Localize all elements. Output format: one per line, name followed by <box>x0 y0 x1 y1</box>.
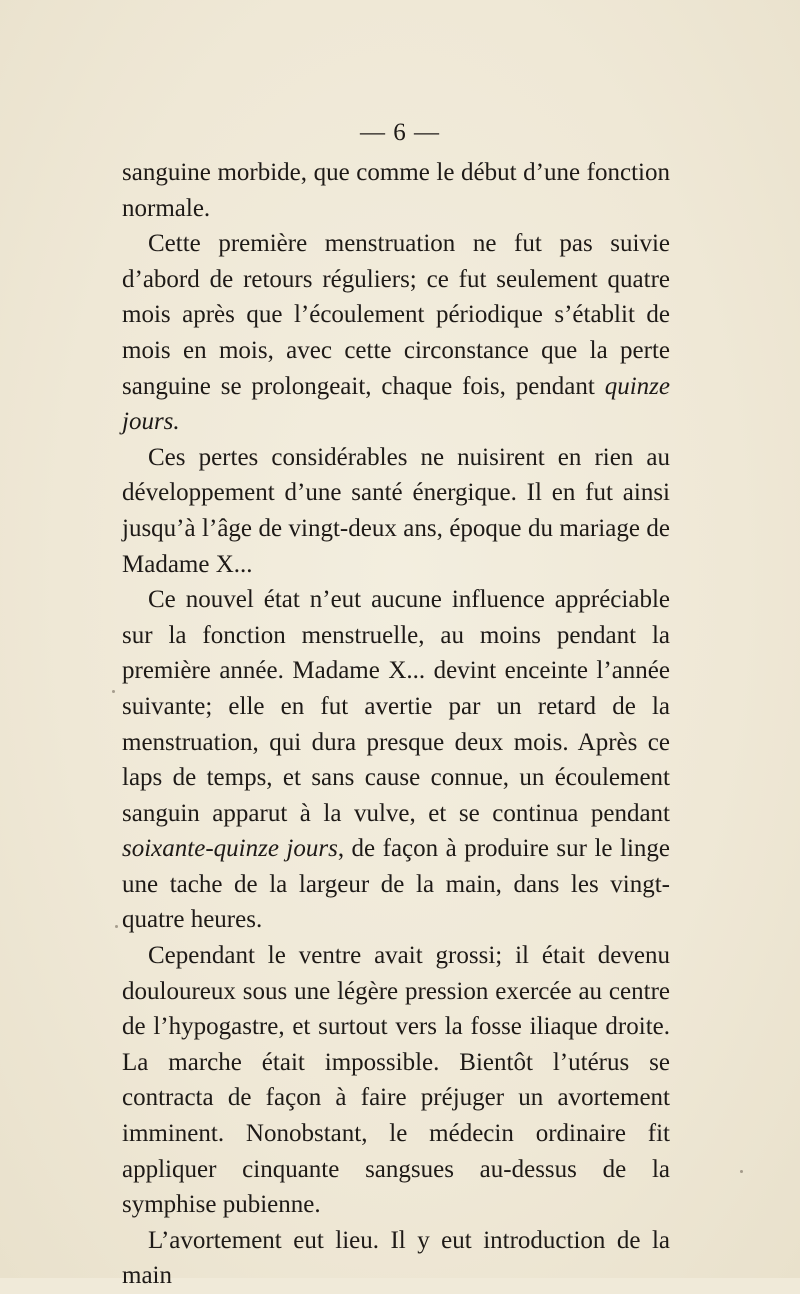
paragraph-2-text: Cette première menstruation ne fut pas suivie d’abord de retours réguliers; ce fut seulement quatre mois après que l’écoulement périodique s’établit de mois en mois, avec cette circonstance que la perte sanguine se prolongeait, chaque fois, pendant <box>122 230 670 400</box>
paragraph-2-italic-phrase: quinze jours. <box>122 372 670 436</box>
paragraph-4-italic-phrase: soixante-quinze jours <box>122 835 338 863</box>
paragraph-4-text-end: , de façon à produire sur le linge une tache de la largeur de la main, dans les vingt-quatre heures. <box>122 835 670 934</box>
paragraph-3 <box>122 440 670 582</box>
paragraph-1-text: sanguine morbide, que comme le début d’une fonction normale. <box>122 159 670 222</box>
paragraph-1 <box>122 155 670 226</box>
paragraph-4-text-start: Ce nouvel état n’eut aucune influence appréciable sur la fonction menstruelle, au moins pendant la première année. Madame X... devint enceinte l’année suivante; elle en fut avertie par un retard de la menstruation, qui dura presque deux mois. Après ce laps de temps, et sans cause connue, un écoulement sanguin apparut à la vulve, et se continua pendant <box>122 586 670 827</box>
paragraph-3-text: Ces pertes considérables ne nuisirent en rien au développement d’une santé énergique. Il en fut ainsi jusqu’à l’âge de vingt-deux ans, époque du mariage de Madame X... <box>122 443 670 578</box>
paragraph-5 <box>122 938 670 1223</box>
body-text <box>122 155 670 1294</box>
paragraph-2 <box>122 226 670 440</box>
paragraph-6 <box>122 1223 670 1294</box>
paper-speck <box>112 690 115 693</box>
paper-speck <box>115 925 118 928</box>
page-number: — 6 — <box>360 119 440 146</box>
paragraph-5-text: Cependant le ventre avait grossi; il était devenu douloureux sous une légère pression exercée au centre de l’hypogastre, et surtout vers la fosse iliaque droite. La marche était impossible. Bientôt l’utérus se contracta de façon à faire préjuger un avortement imminent. Nonobstant, le médecin ordinaire fit appliquer cinquante sangsues au-dessus de la symphise pubienne. <box>122 942 670 1219</box>
paragraph-4 <box>122 582 670 938</box>
paragraph-6-text: L’avortement eut lieu. Il y eut introduction de la main <box>122 1226 670 1290</box>
paper-speck <box>740 1170 743 1173</box>
